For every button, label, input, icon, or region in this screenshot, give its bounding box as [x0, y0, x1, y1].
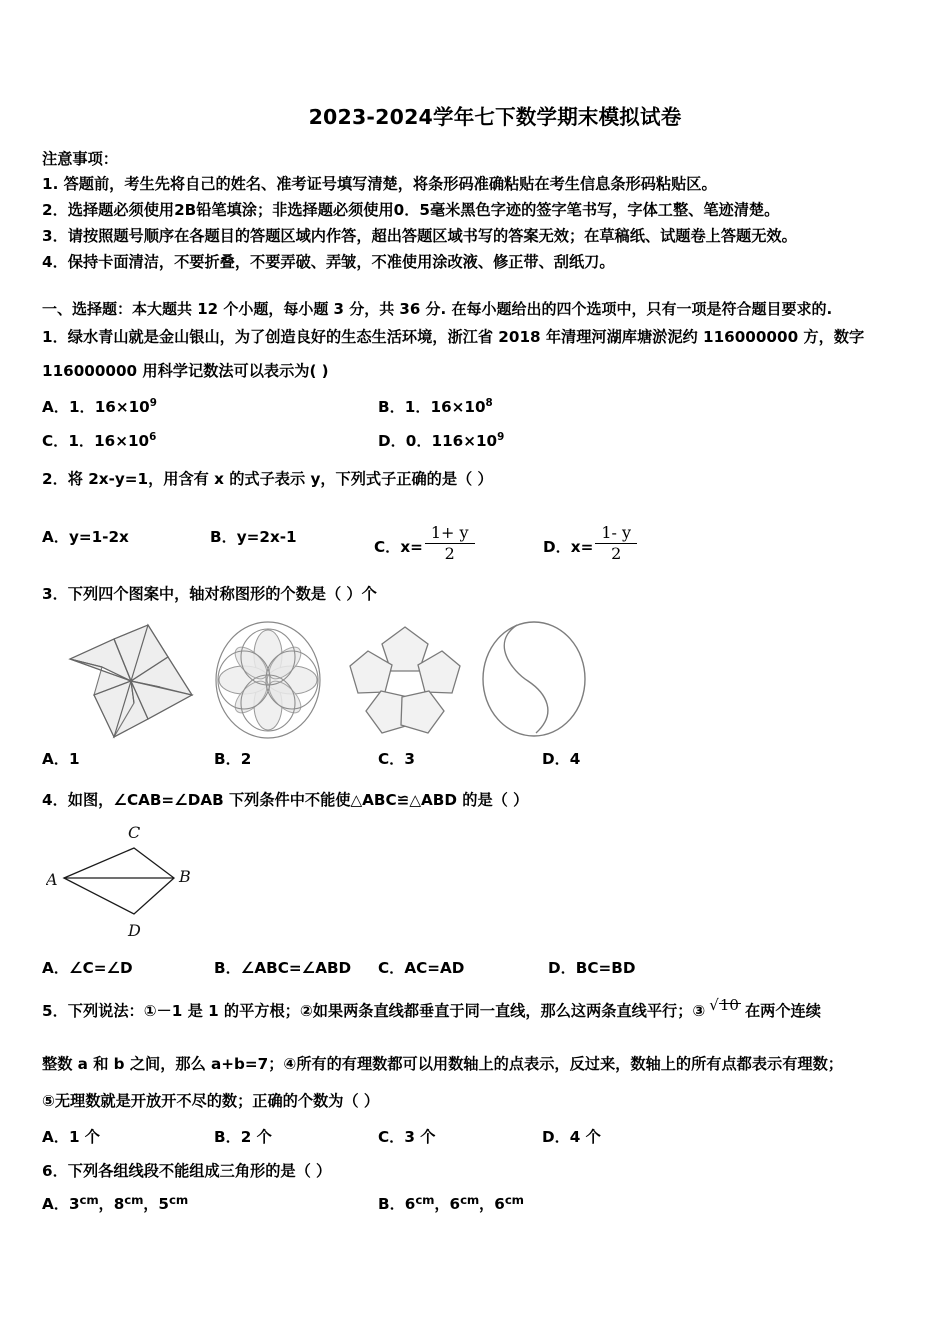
- unit-cm: cm: [169, 1193, 188, 1208]
- option-label: A．: [42, 750, 69, 768]
- question-5-stem-text-a: 下列说法：①－1 是 1 的平方根；②如果两条直线都垂直于同一直线，那么这两条直线平行；③: [67, 1002, 706, 1020]
- option-label: A．: [42, 398, 69, 416]
- question-4-kite-diagram: [46, 818, 256, 948]
- exponent: 6: [149, 430, 157, 443]
- question-2-option-d[interactable]: [543, 524, 639, 564]
- exponent: 8: [485, 396, 493, 409]
- fraction: [425, 524, 475, 564]
- notice-item-4: 4．保持卡面清洁，不要折叠，不要弄破、弄皱，不准使用涂改液、修正带、刮纸刀。: [42, 253, 615, 271]
- question-3-option-c[interactable]: [378, 748, 415, 769]
- length-value: 6: [404, 1195, 416, 1213]
- exponent: 9: [149, 396, 157, 409]
- svg-text:C: C: [128, 823, 141, 842]
- notice-item-2: 2．选择题必须使用2B铅笔填涂；非选择题必须使用0．5毫米黑色字迹的签字笔书写，字体工整、笔迹清楚。: [42, 201, 780, 219]
- option-text: AC=AD: [404, 959, 465, 977]
- option-prefix: x=: [400, 538, 423, 557]
- question-1-option-a[interactable]: [42, 396, 157, 417]
- option-label: B．: [214, 1128, 241, 1146]
- unit-cm: cm: [79, 1193, 99, 1208]
- option-text: 4: [569, 750, 581, 768]
- option-text: 1．16×10: [68, 398, 150, 416]
- question-5-option-b[interactable]: [214, 1126, 272, 1147]
- question-1-option-b[interactable]: [378, 396, 493, 417]
- fraction-numerator: 1+ y: [425, 524, 475, 544]
- question-5-option-d[interactable]: [542, 1126, 601, 1147]
- option-text: 2: [240, 750, 252, 768]
- length-value: 3: [68, 1195, 80, 1213]
- question-4-option-c[interactable]: [378, 957, 464, 978]
- option-text: 0．116×10: [405, 432, 498, 450]
- unit-cm: cm: [415, 1193, 435, 1208]
- question-3-stem-text: 下列四个图案中，轴对称图形的个数是（ ）个: [67, 585, 377, 603]
- question-5-option-c[interactable]: [378, 1126, 435, 1147]
- option-label: A．: [42, 1128, 69, 1146]
- notice-item-1: 1. 答题前，考生先将自己的姓名、准考证号填写清楚，将条形码准确粘贴在考生信息条形码粘贴区。: [42, 175, 717, 193]
- option-label: D．: [542, 1128, 570, 1146]
- separator: ，: [143, 1195, 159, 1213]
- question-2-number: 2．: [42, 470, 68, 488]
- option-label: C．: [378, 959, 405, 977]
- option-label: C．: [42, 432, 69, 450]
- yin-yang-circle-figure: [474, 617, 594, 746]
- length-value: 5: [158, 1195, 169, 1213]
- question-4-option-b[interactable]: [214, 957, 351, 978]
- square-root-expression: √10: [709, 996, 739, 1015]
- question-3-option-a[interactable]: [42, 748, 80, 769]
- svg-text:D: D: [128, 921, 141, 940]
- four-petal-circle-figure: [208, 619, 328, 746]
- question-4-stem-text: 如图，∠CAB=∠DAB 下列条件中不能使△ABC≌△ABD 的是（ ）: [67, 791, 529, 809]
- question-6-option-b[interactable]: [378, 1193, 524, 1214]
- option-prefix: x=: [570, 538, 594, 557]
- question-2-stem: [42, 468, 493, 492]
- question-4-option-a[interactable]: [42, 957, 133, 978]
- option-label: A．: [42, 959, 69, 977]
- question-6-stem-text: 下列各组线段不能组成三角形的是（ ）: [67, 1162, 332, 1180]
- svg-text:A: A: [46, 870, 58, 889]
- option-label: B．: [378, 398, 405, 416]
- fraction-numerator: 1- y: [595, 524, 637, 544]
- separator: ，: [98, 1195, 114, 1213]
- length-value: 6: [449, 1195, 461, 1213]
- separator: ，: [479, 1195, 495, 1213]
- fraction-denominator: 2: [611, 544, 622, 564]
- option-label: D．: [548, 959, 576, 977]
- option-label: B．: [214, 750, 241, 768]
- option-text: 4 个: [569, 1128, 601, 1146]
- question-2-stem-text: 将 2x-y=1，用含有 x 的式子表示 y，下列式子正确的是（ ）: [67, 470, 493, 488]
- question-1-stem-line1: [42, 326, 864, 350]
- option-label: B．: [210, 528, 237, 546]
- option-text: 1 个: [68, 1128, 100, 1146]
- exponent: 9: [497, 430, 505, 443]
- question-5-stem-text-b: 在两个连续: [744, 1002, 821, 1020]
- option-label: A．: [42, 1195, 69, 1213]
- option-label: D．: [543, 538, 571, 557]
- option-text: 3 个: [404, 1128, 436, 1146]
- radicand: 10: [719, 996, 739, 1015]
- option-text: 1．16×10: [404, 398, 486, 416]
- option-text: ∠ABC=∠ABD: [240, 959, 352, 977]
- fraction-denominator: 2: [444, 544, 455, 564]
- pinwheel-figure: [56, 615, 206, 748]
- five-pentagons-figure: [340, 621, 470, 744]
- question-3-figure-band: [42, 615, 922, 745]
- question-1-option-d[interactable]: [378, 430, 504, 451]
- question-6-number: 6．: [42, 1162, 68, 1180]
- fraction: [595, 524, 637, 564]
- option-text: 2 个: [240, 1128, 272, 1146]
- question-5-stem-line1: [42, 996, 821, 1024]
- question-4-option-d[interactable]: [548, 957, 635, 978]
- option-text: ∠C=∠D: [68, 959, 133, 977]
- option-text: BC=BD: [575, 959, 636, 977]
- question-6-stem: [42, 1160, 331, 1184]
- question-5-stem-line2: 整数 a 和 b 之间，那么 a+b=7；④所有的有理数都可以用数轴上的点表示，反过来，数轴上的所有点都表示有理数；: [42, 1055, 843, 1073]
- question-1-number: 1．: [42, 328, 68, 346]
- length-value: 6: [494, 1195, 505, 1213]
- option-label: B．: [214, 959, 241, 977]
- unit-cm: cm: [460, 1193, 480, 1208]
- notice-item-3: 3．请按照题号顺序在各题目的答题区域内作答，超出答题区域书写的答案无效；在草稿纸、试题卷上答题无效。: [42, 227, 797, 245]
- length-value: 8: [113, 1195, 125, 1213]
- option-text: 1．16×10: [68, 432, 150, 450]
- question-3-option-d[interactable]: [542, 748, 580, 769]
- option-label: B．: [378, 1195, 405, 1213]
- question-3-stem: [42, 583, 377, 607]
- question-1-stem-line2: 116000000 用科学记数法可以表示为( ): [42, 362, 329, 380]
- option-label: A．: [42, 528, 69, 546]
- notice-heading: 注意事项：: [42, 150, 118, 168]
- option-label: D．: [542, 750, 570, 768]
- svg-text:B: B: [179, 867, 191, 886]
- section-heading: 一、选择题：本大题共 12 个小题，每小题 3 分，共 36 分. 在每小题给出的四个选项中，只有一项是符合题目要求的.: [42, 300, 833, 318]
- question-3-number: 3．: [42, 585, 68, 603]
- question-4-stem: [42, 789, 528, 813]
- question-2-option-c[interactable]: [374, 524, 477, 564]
- option-label: D．: [378, 432, 406, 450]
- option-text: y=1-2x: [68, 528, 129, 546]
- option-label: C．: [374, 538, 401, 557]
- page-title: 2023-2024学年七下数学期末模拟试卷: [308, 105, 682, 129]
- question-4-number: 4．: [42, 791, 68, 809]
- option-label: C．: [378, 1128, 405, 1146]
- question-6-option-a[interactable]: [42, 1193, 188, 1214]
- unit-cm: cm: [504, 1193, 524, 1208]
- option-label: C．: [378, 750, 405, 768]
- question-3-option-b[interactable]: [214, 748, 251, 769]
- question-1-option-c[interactable]: [42, 430, 156, 451]
- unit-cm: cm: [124, 1193, 144, 1208]
- question-2-option-a[interactable]: [42, 526, 129, 547]
- question-2-option-b[interactable]: [210, 526, 297, 547]
- question-5-option-a[interactable]: [42, 1126, 100, 1147]
- option-text: y=2x-1: [236, 528, 297, 546]
- option-text: 3: [404, 750, 415, 768]
- separator: ，: [434, 1195, 450, 1213]
- question-5-stem-line3: ⑤无理数就是开放开不尽的数；正确的个数为（ ）: [42, 1092, 380, 1110]
- question-1-stem-text: 绿水青山就是金山银山，为了创造良好的生态生活环境，浙江省 2018 年清理河湖库塘淤泥约 116000000 方，数字: [67, 328, 865, 346]
- option-text: 1: [68, 750, 80, 768]
- question-5-number: 5．: [42, 1002, 68, 1020]
